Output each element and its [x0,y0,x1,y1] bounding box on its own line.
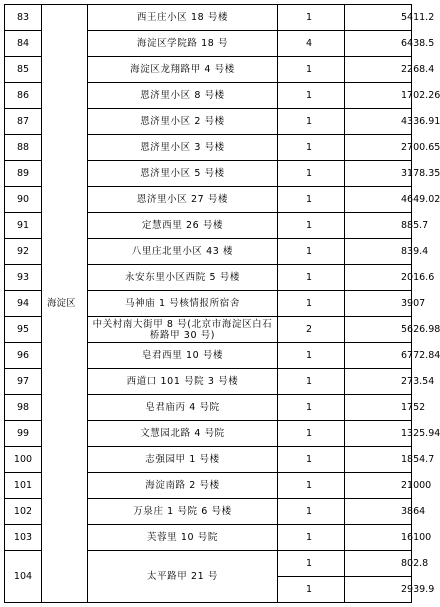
area-cell: 273.54 [345,369,412,395]
table-body [5,5,440,603]
address-cell: 皂君庙丙 4 号院 [88,395,278,421]
row-number: 90 [5,187,42,213]
area-cell: 802.8 [345,551,412,577]
row-number: 89 [5,161,42,187]
area-cell: 2016.6 [345,265,412,291]
count-cell: 2 [278,317,345,343]
row-number: 103 [5,525,42,551]
address-cell: 恩济里小区 27 号楼 [88,187,278,213]
row-number: 86 [5,83,42,109]
address-cell: 海淀南路 2 号楼 [88,473,278,499]
address-cell: 恩济里小区 5 号楼 [88,161,278,187]
row-number: 85 [5,57,42,83]
address-cell: 马神庙 1 号核情报所宿舍 [88,291,278,317]
count-cell: 1 [278,213,345,239]
row-number: 83 [5,5,42,31]
area-cell: 3864 [345,499,412,525]
count-cell: 1 [278,551,345,577]
row-number: 104 [5,551,42,603]
count-cell: 1 [278,57,345,83]
count-cell: 1 [278,83,345,109]
area-cell: 21000 [345,473,412,499]
address-cell: 西道口 101 号院 3 号楼 [88,369,278,395]
row-number: 95 [5,317,42,343]
row-number: 91 [5,213,42,239]
address-cell: 万泉庄 1 号院 6 号楼 [88,499,278,525]
count-cell: 1 [278,447,345,473]
area-cell: 2268.4 [345,57,412,83]
area-cell: 839.4 [345,239,412,265]
address-cell: 恩济里小区 2 号楼 [88,109,278,135]
address-cell: 皂君西里 10 号楼 [88,343,278,369]
area-cell: 1752 [345,395,412,421]
address-cell: 海淀区龙翔路甲 4 号楼 [88,57,278,83]
table-row [5,5,412,31]
count-cell: 1 [278,135,345,161]
count-cell: 1 [278,187,345,213]
address-cell: 八里庄北里小区 43 楼 [88,239,278,265]
area-cell: 4649.02 [345,187,412,213]
area-cell: 16100 [345,525,412,551]
row-number: 97 [5,369,42,395]
address-cell: 文慧园北路 4 号院 [88,421,278,447]
address-cell: 定慧西里 26 号楼 [88,213,278,239]
row-number: 88 [5,135,42,161]
area-cell: 1325.94 [345,421,412,447]
district-cell: 海淀区 [42,5,88,603]
address-cell: 太平路甲 21 号 [88,551,278,603]
area-cell: 5626.98 [345,317,412,343]
row-number: 84 [5,31,42,57]
area-cell: 4336.91 [345,109,412,135]
row-number: 94 [5,291,42,317]
count-cell: 1 [278,291,345,317]
address-cell: 永安东里小区西院 5 号楼 [88,265,278,291]
count-cell: 1 [278,109,345,135]
area-cell: 3907 [345,291,412,317]
count-cell: 1 [278,577,345,603]
address-cell: 恩济里小区 3 号楼 [88,135,278,161]
row-number: 102 [5,499,42,525]
area-cell: 6438.5 [345,31,412,57]
address-cell: 恩济里小区 8 号楼 [88,83,278,109]
area-cell: 3178.35 [345,161,412,187]
area-cell: 5411.2 [345,5,412,31]
area-cell: 2700.65 [345,135,412,161]
area-cell: 2939.9 [345,577,412,603]
row-number: 99 [5,421,42,447]
address-cell: 志强园甲 1 号楼 [88,447,278,473]
count-cell: 1 [278,421,345,447]
row-number: 96 [5,343,42,369]
row-number: 87 [5,109,42,135]
count-cell: 4 [278,31,345,57]
row-number: 92 [5,239,42,265]
address-cell: 西王庄小区 18 号楼 [88,5,278,31]
count-cell: 1 [278,369,345,395]
area-cell: 1854.7 [345,447,412,473]
address-cell: 海淀区学院路 18 号 [88,31,278,57]
address-cell: 中关村南大街甲 8 号(北京市海淀区白石桥路甲 30 号) [88,317,278,343]
count-cell: 1 [278,5,345,31]
count-cell: 1 [278,265,345,291]
data-table [4,4,440,603]
row-number: 93 [5,265,42,291]
area-cell: 885.7 [345,213,412,239]
count-cell: 1 [278,473,345,499]
row-number: 101 [5,473,42,499]
count-cell: 1 [278,525,345,551]
row-number: 100 [5,447,42,473]
count-cell: 1 [278,395,345,421]
row-number: 98 [5,395,42,421]
count-cell: 1 [278,343,345,369]
count-cell: 1 [278,161,345,187]
count-cell: 1 [278,499,345,525]
area-cell: 6772.84 [345,343,412,369]
address-cell: 芙蓉里 10 号院 [88,525,278,551]
count-cell: 1 [278,239,345,265]
area-cell: 1702.26 [345,83,412,109]
